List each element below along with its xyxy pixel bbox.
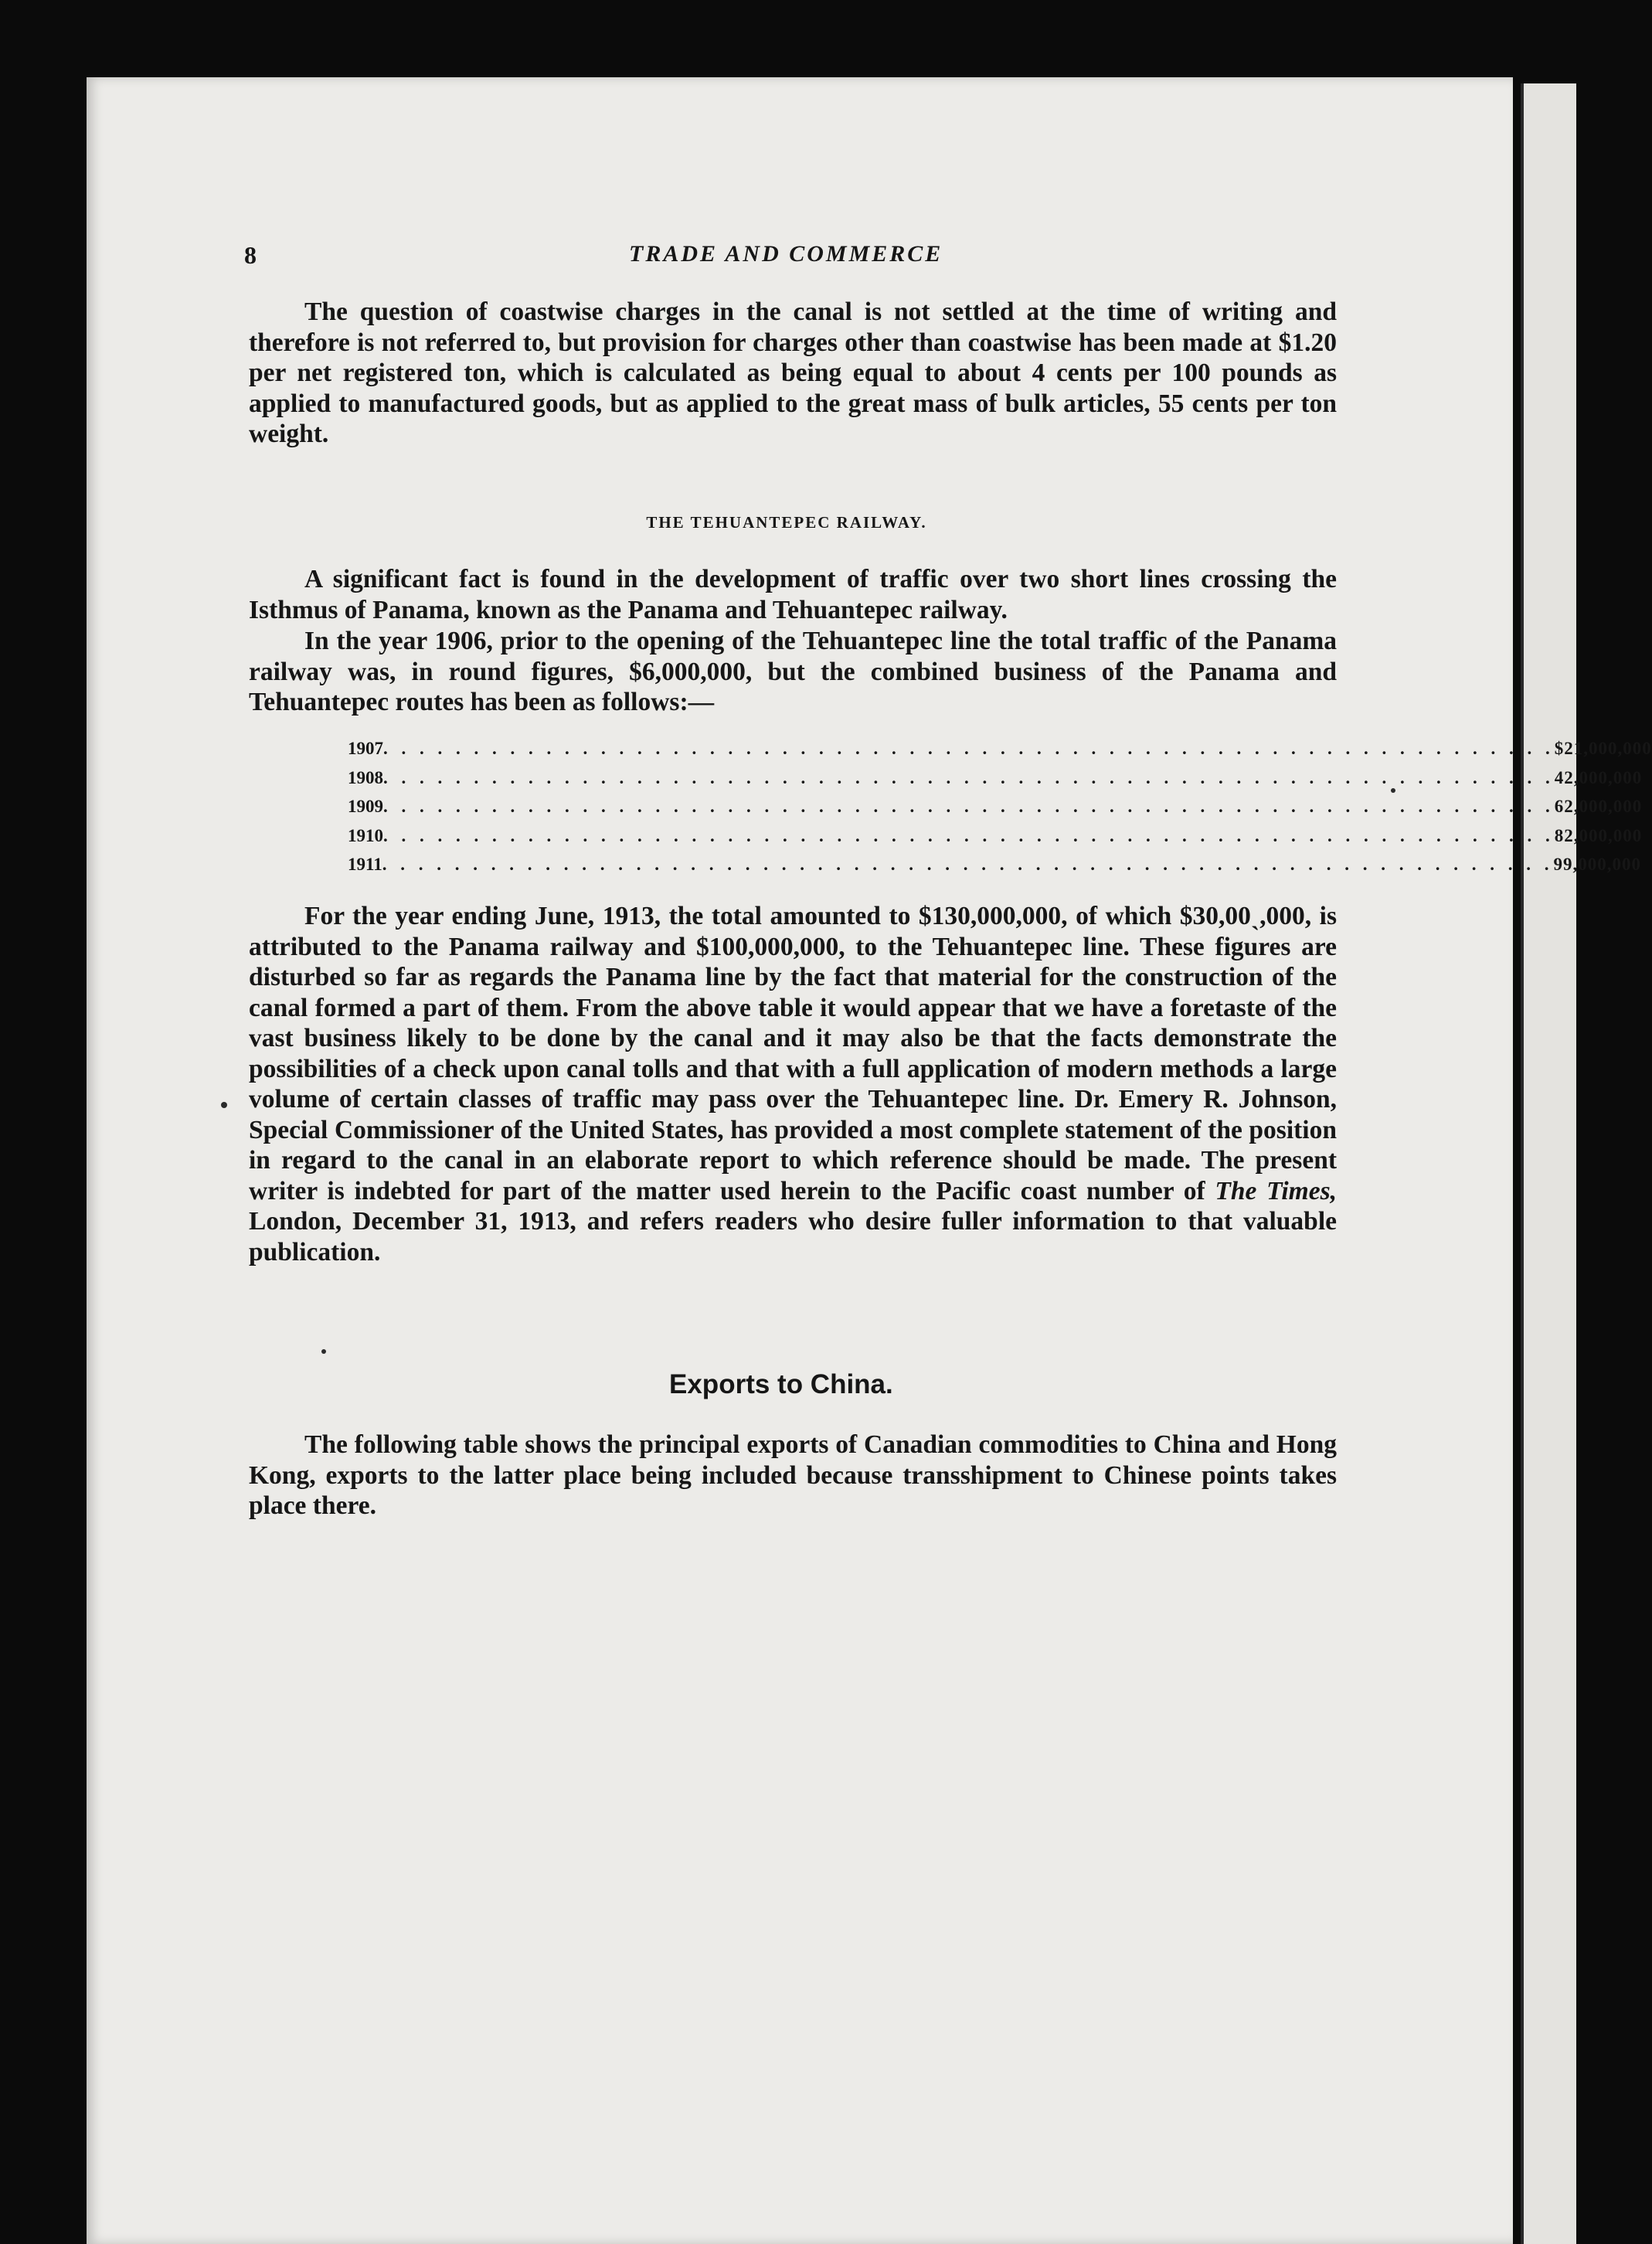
table-row: [348, 739, 1652, 768]
year-cell: 1908: [348, 767, 383, 787]
paragraph-year-1906: In the year 1906, prior to the opening of the Tehuantepec line the total traffic of the Panama railway was, in round figures, $6,000,000, but the combined business of the Panama and Tehuantepec routes has been as follows:—: [249, 627, 1337, 716]
table-row: [348, 825, 1643, 855]
scan-speck: [321, 1349, 326, 1354]
traffic-table: [348, 739, 1652, 884]
year-cell: 1911: [348, 855, 382, 874]
publication-title: The Times,: [1215, 1176, 1337, 1205]
section-heading-exports-china: Exports to China.: [669, 1369, 893, 1399]
page-number: 8: [244, 241, 257, 269]
leader-dots: . . . . . . . . . . . . . . . . . . . . . . . . . . . . . . . . . . . . . . . . . . . . . . . . . . . . . . . . . . . . . . . . .: [383, 825, 1555, 845]
amount-cell: 62,000,000: [1554, 797, 1643, 816]
table-row: [348, 797, 1643, 826]
paragraph-coastwise-charges: The question of coastwise charges in the canal is not settled at the time of writing and therefore is not referred to, but provision for charges other than coastwise has been made at $1.20 per net registered ton, which is calculated as being equal to about 4 cents per 100 pounds as applied to manufactured goods, but as applied to the great mass of bulk articles, 55 cents per ton weight.: [249, 298, 1337, 448]
paragraph-year-ending-1913: [249, 901, 1337, 1267]
year-cell: 1909: [348, 797, 383, 816]
leader-dots: . . . . . . . . . . . . . . . . . . . . . . . . . . . . . . . . . . . . . . . . . . . . . . . . . . . . . . . . . . . . . . . . .: [383, 797, 1555, 816]
scan-speck: [1391, 788, 1395, 793]
table-row: [348, 767, 1643, 797]
leader-dots: . . . . . . . . . . . . . . . . . . . . . . . . . . . . . . . . . . . . . . . . . . . . . . . . . . . . . . . . . . . . . . . . .: [382, 855, 1554, 874]
year-cell: 1910: [348, 825, 383, 845]
year-cell: 1907: [348, 739, 383, 758]
table-row: [348, 855, 1641, 884]
paragraph-text: For the year ending June, 1913, the total amounted to $130,000,000, of which $30,00ˎ,000, is attributed to the Panama railway and $100,000,000, to the Tehuantepec line. These figures are disturbed so far as regards the Panama line by the fact that material for the construction of the canal formed a part of them. From the above table it would appear that we have a foretaste of the vast business likely to be done by the canal and it may also be that the facts demonstrate the possibilities of a check upon canal tolls and that with a full application of modern methods a large volume of certain classes of traffic may pass over the Tehuantepec line. Dr. Emery R. Johnson, Special Commissioner of the United States, has provided a most complete statement of the position in regard to the canal in an elaborate report to which reference should be made. The present writer is indebted for part of the matter used herein to the Pacific coast number of: [249, 902, 1337, 1205]
paragraph-significant-fact: A significant fact is found in the development of traffic over two short lines crossing the Isthmus of Panama, known as the Panama and Tehuantepec railway.: [249, 565, 1337, 624]
paragraph-text-end: London, December 31, 1913, and refers readers who desire fuller information to that valuable publication.: [249, 1207, 1337, 1266]
amount-cell: 99,000,000: [1553, 855, 1641, 874]
paragraph-exports-table-intro: The following table shows the principal exports of Canadian commodities to China and Hong Kong, exports to the latter place being included because transshipment to Chinese points takes place there.: [249, 1430, 1337, 1520]
leader-dots: . . . . . . . . . . . . . . . . . . . . . . . . . . . . . . . . . . . . . . . . . . . . . . . . . . . . . . . . . . . . . . . . .: [383, 767, 1555, 787]
amount-cell: 82,000,000: [1554, 825, 1643, 845]
scan-speck: [221, 1102, 227, 1108]
section-heading-tehuantepec: THE TEHUANTEPEC RAILWAY.: [646, 513, 927, 532]
adjacent-page-edge: [1521, 83, 1576, 2244]
amount-cell: $21,000,000: [1554, 739, 1652, 758]
leader-dots: . . . . . . . . . . . . . . . . . . . . . . . . . . . . . . . . . . . . . . . . . . . . . . . . . . . . . . . . . . . . . . . . .: [383, 739, 1555, 758]
running-title: TRADE AND COMMERCE: [629, 241, 943, 267]
amount-cell: 42,000,000: [1554, 767, 1643, 787]
